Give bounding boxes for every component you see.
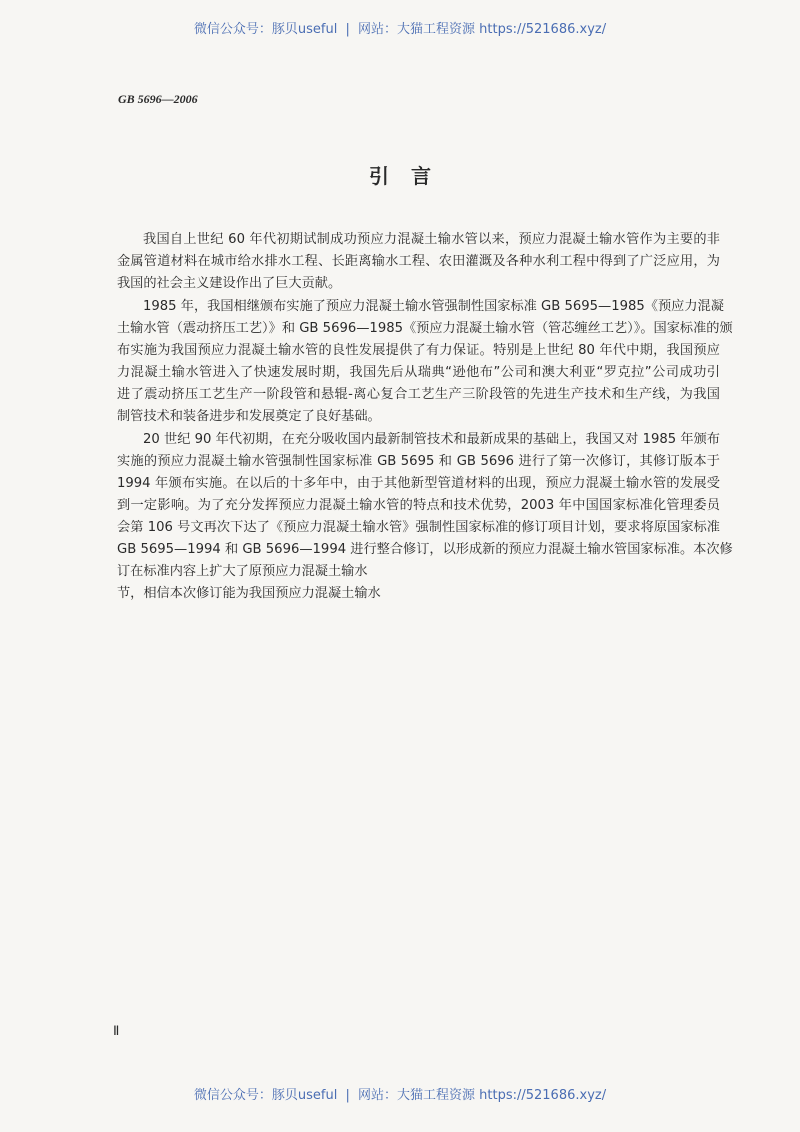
watermark-top [0, 18, 800, 37]
text-line: 实施的预应力混凝土输水管强制性国家标准 GB 5695 和 GB 5696 进行了第一次修订，其修订版本于 [117, 454, 720, 469]
watermark-separator: | [345, 1088, 350, 1103]
text-line: 节，相信本次修订能为我国预应力混凝土输水 [117, 586, 381, 601]
watermark-site: 网站：大猫工程资源 https://521686.xyz/ [358, 22, 607, 37]
page-number: Ⅱ [113, 1023, 120, 1038]
text-line: 20 世纪 90 年代初期，在充分吸收国内最新制管技术和最新成果的基础上，我国又对 1985 年颁布 [143, 432, 720, 447]
text-line: 制管技术和装备进步和发展奠定了良好基础。 [117, 409, 381, 424]
watermark-bottom [0, 1084, 800, 1103]
text-line: 1994 年颁布实施。在以后的十多年中，由于其他新型管道材料的出现，预应力混凝土输水管的发展受 [117, 476, 720, 491]
text-line: 我国自上世纪 60 年代初期试制成功预应力混凝土输水管以来，预应力混凝土输水管作为主要的非 [143, 232, 720, 247]
text-line: 我国的社会主义建设作出了巨大贡献。 [117, 276, 342, 291]
watermark-separator: | [345, 22, 350, 37]
text-line: 会第 106 号文再次下达了《预应力混凝土输水管》强制性国家标准的修订项目计划，要求将原国家标准 [117, 520, 720, 535]
text-line: GB 5695—1994 和 GB 5696—1994 进行整合修订，以形成新的预应力混凝土输水管国家标准。本次修 [117, 542, 733, 557]
watermark-site: 网站：大猫工程资源 https://521686.xyz/ [358, 1088, 607, 1103]
text-line: 金属管道材料在城市给水排水工程、长距离输水工程、农田灌溉及各种水利工程中得到了广泛应用，为 [117, 254, 720, 269]
watermark-wechat: 微信公众号：豚贝useful [193, 22, 338, 37]
text-line: 到一定影响。为了充分发挥预应力混凝土输水管的特点和技术优势，2003 年中国国家标准化管理委员 [117, 498, 720, 513]
watermark-wechat: 微信公众号：豚贝useful [193, 1088, 338, 1103]
text-line: 土输水管（震动挤压工艺）》和 GB 5696—1985《预应力混凝土输水管（管芯缠丝工艺）》。国家标准的颁 [117, 321, 733, 336]
text-line: 订在标准内容上扩大了原预应力混凝土输水 [117, 564, 368, 579]
text-line: 布实施为我国预应力混凝土输水管的良性发展提供了有力保证。特别是上世纪 80 年代中期，我国预应 [117, 343, 720, 358]
text-line: 力混凝土输水管进入了快速发展时期，我国先后从瑞典“逊他布”公司和澳大利亚“罗克拉”公司成功引 [117, 365, 720, 380]
text-line: 进了震动挤压工艺生产一阶段管和悬辊-离心复合工艺生产三阶段管的先进生产技术和生产线，为我国 [117, 387, 720, 402]
text-line: 1985 年，我国相继颁布实施了预应力混凝土输水管强制性国家标准 GB 5695—1985《预应力混凝 [143, 299, 724, 314]
page-title: 引言 [369, 164, 453, 188]
standard-number: GB 5696—2006 [118, 92, 198, 106]
